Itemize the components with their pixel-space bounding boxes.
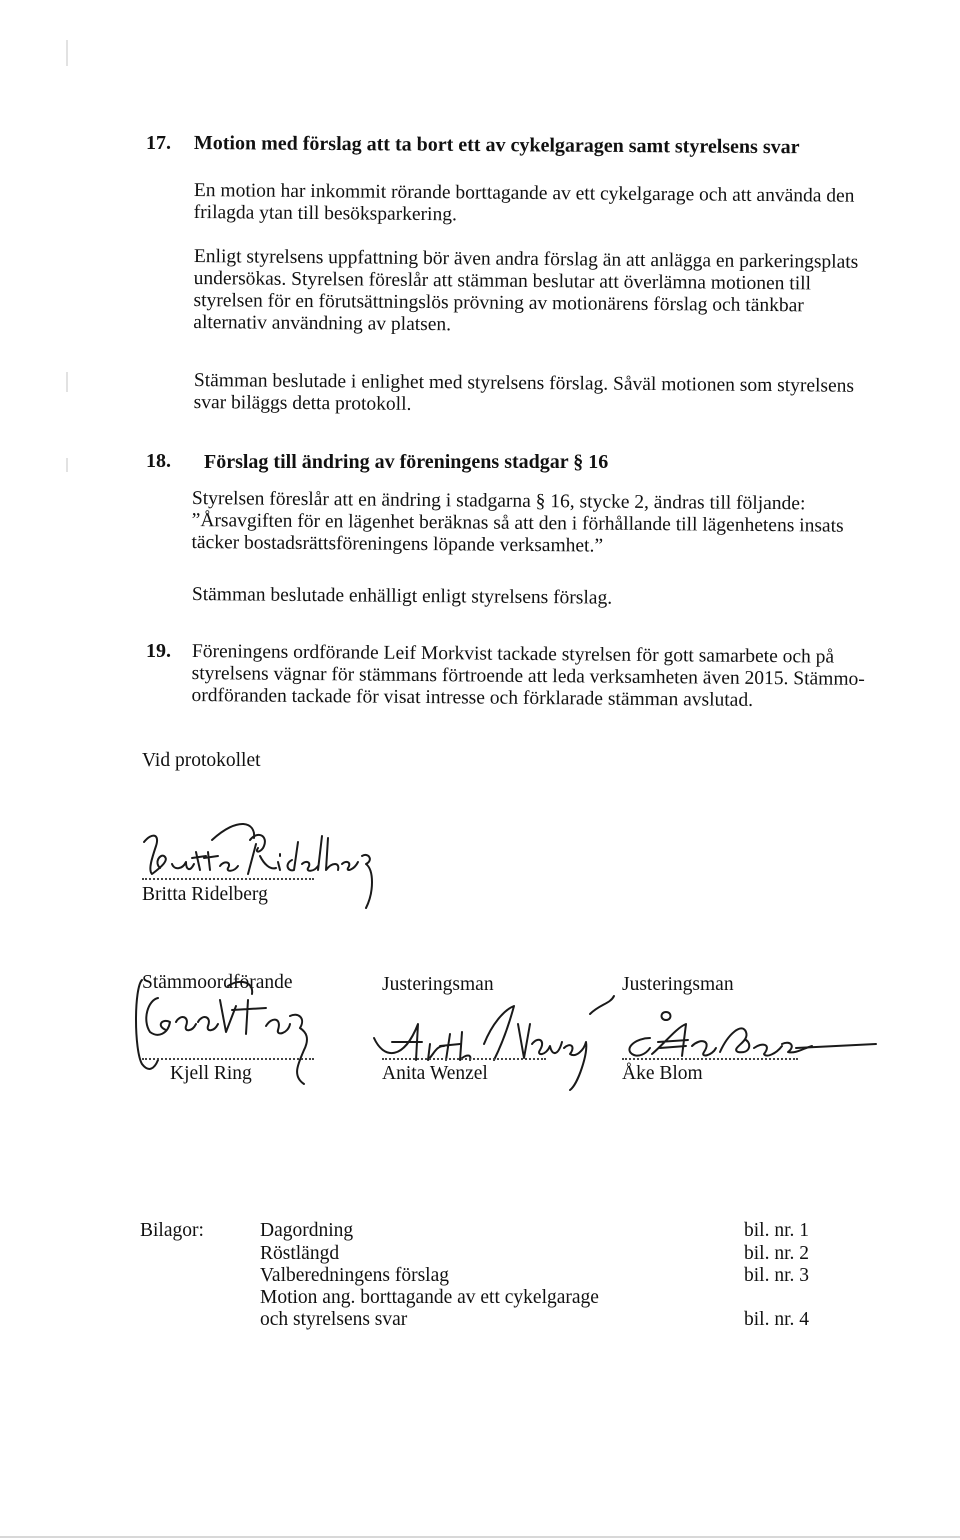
section-17-paragraph-3: Stämman beslutade i enlighet med styrelsens förslag. Såväl motionen som styrelsens svar biläggs detta protokoll. [193, 370, 855, 415]
section-19-paragraph-1: Föreningens ordförande Leif Morkvist tackade styrelsen för gott samarbete och på styrelsens vägnar för stämmans förtroende att leda verksamheten även 2015. Stämmo- ordföranden tackade för visat intresse och förklarade stämman avslutad. [191, 641, 865, 711]
section-17-paragraph-1: En motion har inkommit rörande borttagande av ett cykelgarage och att använda den frilagda ytan till besöksparkering. [193, 180, 855, 226]
attachment-ref: bil. nr. 3 [744, 1265, 810, 1286]
signer-name-checker-2: Åke Blom [622, 1063, 703, 1084]
closing-text: Vid protokollet [142, 750, 261, 771]
section-number-18: 18. [146, 450, 171, 472]
signer-role-chair: Stämmoordförande [142, 972, 293, 993]
attachment-ref: bil. nr. 4 [744, 1309, 810, 1330]
section-17-paragraph-2: Enligt styrelsens uppfattning bör även andra förslag än att anlägga en parkeringsplats undersökas. Styrelsen föreslår att stämman beslutar att överlämna motionen till styrelsen för en förutsättningslös prövning av motionärens förslag och tänkbar alternativ användning av platsen. [193, 246, 859, 336]
attachment-name-continued: och styrelsens svar [260, 1309, 408, 1330]
signature-line-checker-2 [622, 1058, 798, 1060]
attachment-ref: bil. nr. 2 [744, 1243, 810, 1264]
signature-line-secretary [142, 878, 314, 880]
signer-role-checker-2: Justeringsman [622, 974, 734, 995]
scan-mark [66, 372, 68, 392]
signature-line-chair [142, 1058, 314, 1060]
section-number-19: 19. [146, 640, 171, 662]
attachment-name: Valberedningens förslag [260, 1265, 449, 1286]
section-number-17: 17. [146, 132, 171, 154]
attachment-name: Dagordning [260, 1220, 354, 1241]
section-title-18: Förslag till ändring av föreningens stadgar § 16 [204, 451, 609, 473]
attachment-ref: bil. nr. 1 [744, 1220, 810, 1241]
scan-edge [0, 1536, 960, 1538]
attachments-label: Bilagor: [140, 1220, 204, 1241]
signer-role-checker-1: Justeringsman [382, 974, 494, 995]
attachment-name: Röstlängd [260, 1243, 340, 1264]
scan-mark [66, 458, 68, 472]
signer-name-secretary: Britta Ridelberg [142, 884, 268, 905]
scan-mark [66, 40, 68, 66]
signature-line-checker-1 [382, 1058, 546, 1060]
signer-name-checker-1: Anita Wenzel [382, 1063, 488, 1084]
signer-name-chair: Kjell Ring [170, 1063, 252, 1084]
section-18-paragraph-1: Styrelsen föreslår att en ändring i stadgarna § 16, stycke 2, ändras till följande: ”Årsavgiften för en lägenhet beräknas så att den i förhållande till lägenhetens insats täcker bostadsrättsföreningens löpande verksamhet.” [191, 488, 844, 557]
attachment-name: Motion ang. borttagande av ett cykelgarage [260, 1287, 599, 1308]
section-title-17: Motion med förslag att ta bort ett av cykelgaragen samt styrelsens svar [193, 132, 800, 159]
section-18-paragraph-2: Stämman beslutade enhälligt enligt styrelsens förslag. [191, 584, 613, 609]
